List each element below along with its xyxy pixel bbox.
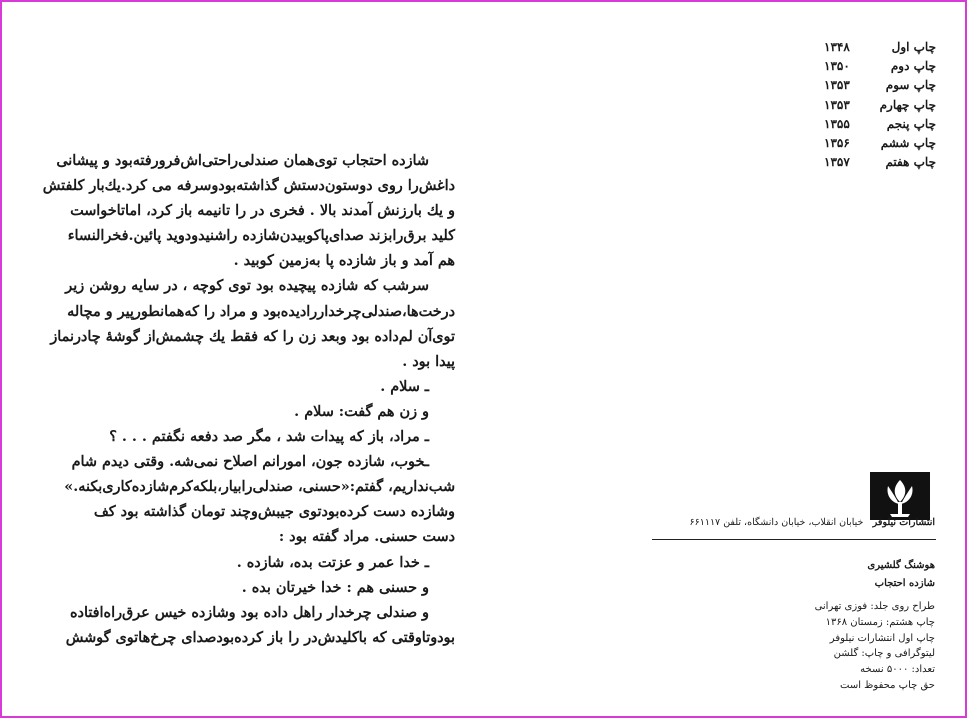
- publisher-name: انتشارات نیلوفر: [872, 517, 935, 528]
- edition-list: [824, 38, 936, 172]
- edition-row: [824, 153, 936, 172]
- edition-year: ۱۳۵۷: [824, 155, 850, 170]
- colophon-detail: طراح روی جلد: فوزی تهرانی: [814, 601, 935, 612]
- edition-year: ۱۳۵۶: [824, 135, 850, 150]
- edition-year: ۱۳۵۵: [824, 116, 850, 131]
- book-title: شازده احتجاب: [874, 578, 935, 589]
- colophon-detail: لیتوگرافی و چاپ: گلشن: [833, 648, 935, 660]
- story-paragraph-1: شازده احتجاب توی‌همان صندلی‌راحتی‌اش‌فرورفته‌بود و پیشانی داغش‌را روی دوستون‌دستش گذاشته‌بودوسرفه می کرد.یك‌بار کلفتش و یك بارزنش آمدند بالا . فخری در را تانیمه باز کرد، اماتاخواست کلید برق‌رابزند صدای‌پاکوبیدن‌شازده راشنیدودوید پائین.فخرالنساء هم آمد و باز شازده پا بەزمین کوبید .: [42, 152, 455, 270]
- story-paragraph-8: و حسنی هم : خدا خیرتان بده .: [241, 578, 429, 596]
- publisher-address: خیابان انقلاب، خیابان دانشگاه، تلفن ۶۶۱۱۱۷: [689, 517, 864, 528]
- story-text: [5, 148, 455, 650]
- story-paragraph-5: ـ مراد، باز که پیدات شد ، مگر صد دفعه نگفتم . . . ؟: [109, 428, 429, 446]
- edition-year: ۱۳۴۸: [824, 40, 850, 54]
- edition-label: چاپ پنجم: [886, 116, 936, 131]
- story-paragraph-2: سرشب که شازده پیچیده بود توی کوچه ، در سایه روشن زیر درخت‌ها،صندلی‌چرخدارراديده‌بود و مراد را که‌همانطورپیر و مچاله توی‌آن لم‌داده بود وبعد زن را که فقط یك چشمش‌از گوشهٔ چادرنماز پیدا بود .: [50, 277, 455, 370]
- lotus-logo-icon: [870, 472, 930, 520]
- story-paragraph-9: و صندلی چرخدار راهل داده بود وشازده خیس عرق‌راه‌افتاده بودوتاوقتی که باکلیدش‌در را باز کرده‌بودصدای چرخ‌هاتوی گوشش: [65, 603, 455, 646]
- edition-row: [824, 134, 936, 153]
- story-paragraph-3: ـ سلام .: [380, 377, 429, 395]
- edition-row: [824, 38, 936, 57]
- story-paragraph-7: ـ خدا عمر و عزتت بده، شازده .: [236, 553, 429, 571]
- colophon: [650, 558, 935, 694]
- edition-row: [824, 76, 936, 95]
- edition-label: چاپ دوم: [890, 59, 936, 74]
- author-name: هوشنگ گلشیری: [867, 560, 935, 571]
- edition-year: ۱۳۵۳: [824, 97, 850, 112]
- publisher-line: [650, 517, 935, 528]
- edition-label: چاپ هفتم: [885, 155, 936, 170]
- edition-year: ۱۳۵۰: [824, 59, 850, 74]
- colophon-detail: تعداد: ۵۰۰۰ نسخه: [860, 664, 935, 676]
- publisher-logo: [870, 472, 930, 520]
- colophon-detail: چاپ اول انتشارات نیلوفر: [829, 632, 935, 644]
- edition-label: چاپ ششم: [880, 135, 936, 150]
- edition-year: ۱۳۵۳: [824, 78, 850, 93]
- edition-label: چاپ سوم: [885, 78, 936, 93]
- colophon-detail: چاپ هشتم: زمستان ۱۳۶۸: [825, 616, 935, 628]
- story-paragraph-6: ـخوب، شازده جون، امورانم اصلاح نمی‌شه. وقتی دیدم شام شب‌نداریم، گفتم:«حسنی، صندلی‌رابیار،بلکه‌کرم‌شازده‌کاری‌بکنه.» وشازده دست کرده‌بودتوی جیبش‌وچند تومان گذاشته بود کف دست حسنی. مراد گفته بود :: [64, 453, 455, 546]
- edition-label: چاپ اول: [891, 40, 936, 54]
- divider-rule: [652, 539, 936, 540]
- story-paragraph-4: و زن هم گفت: سلام .: [294, 402, 429, 420]
- edition-label: چاپ چهارم: [879, 97, 936, 112]
- colophon-detail: حق چاپ محفوظ است: [840, 679, 935, 691]
- edition-row: [824, 115, 936, 134]
- edition-row: [824, 57, 936, 76]
- edition-row: [824, 96, 936, 115]
